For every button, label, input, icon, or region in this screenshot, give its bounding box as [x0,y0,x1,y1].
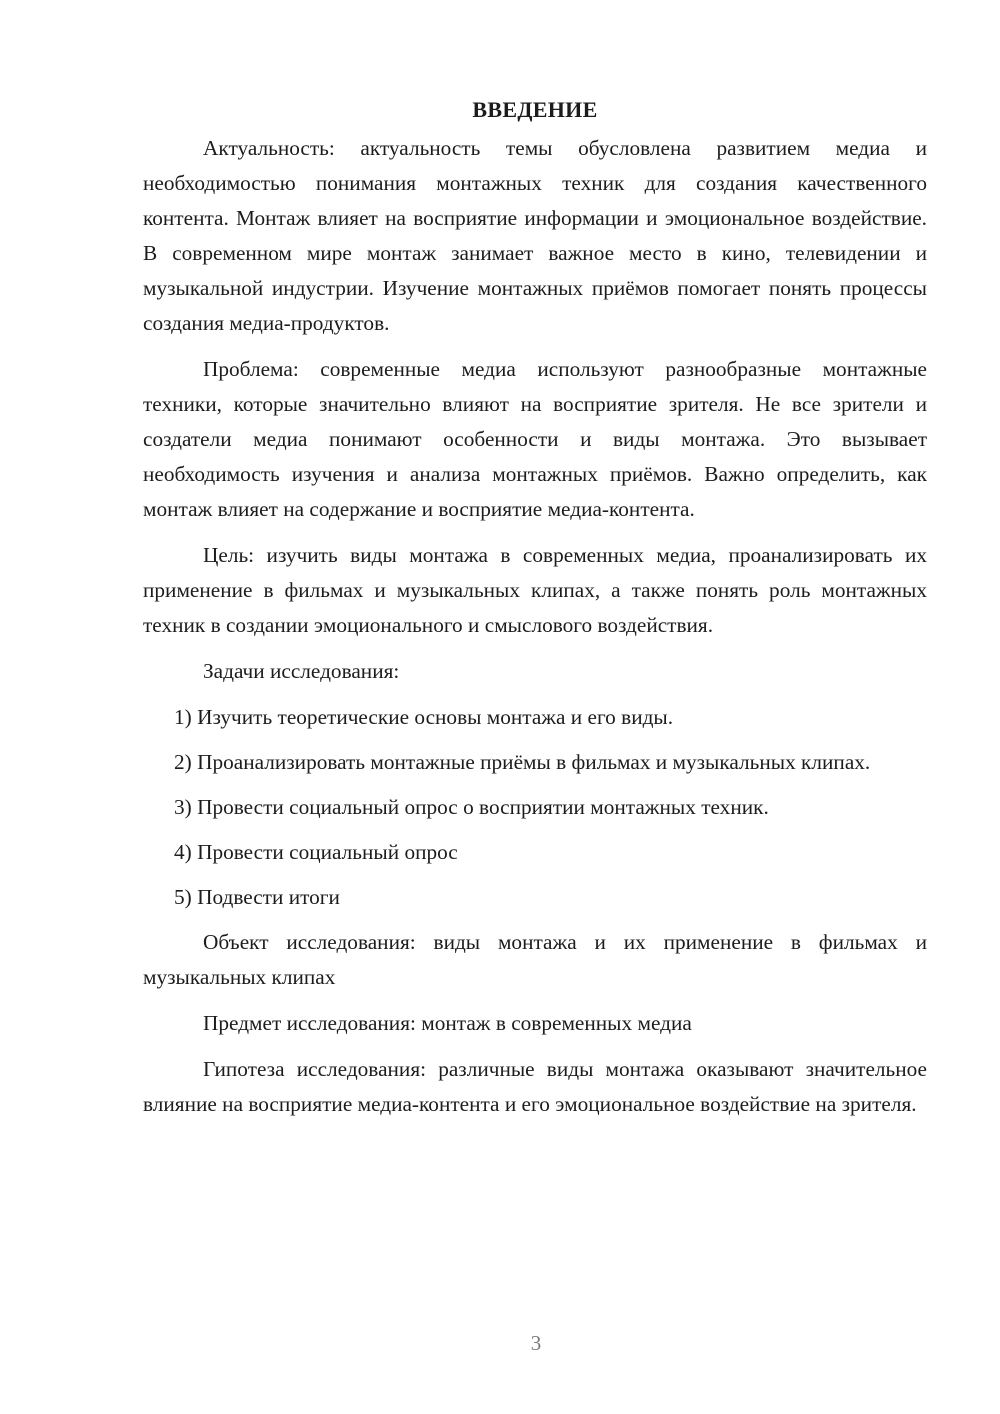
problem-paragraph: Проблема: современные медиа используют разнообразные монтажные техники, которые значительно влияют на восприятие зрителя. Не все зрители и создатели медиа понимают особенности и виды монтажа. Это вызывает необходимость изучения и анализа монтажных приёмов. Важно определить, как монтаж влияет на содержание и восприятие медиа-контента. [143,357,927,521]
goal-paragraph: Цель: изучить виды монтажа в современных медиа, проанализировать их применение в фильмах и музыкальных клипах, а также понять роль монтажных техник в создании эмоционального и смыслового воздействия. [143,543,927,637]
subject-paragraph: Предмет исследования: монтаж в современных медиа [203,1011,692,1035]
relevance-paragraph: Актуальность: актуальность темы обусловлена развитием медиа и необходимостью понимания монтажных техник для создания качественного контента. Монтаж влияет на восприятие информации и эмоциональное воздействие. В современном мире монтаж занимает важное место в кино, телевидении и музыкальной индустрии. Изучение монтажных приёмов помогает понять процессы создания медиа-продуктов. [143,136,927,335]
task-item: 1) Изучить теоретические основы монтажа и его виды. [174,705,674,729]
task-item: 4) Провести социальный опрос [174,840,458,864]
object-paragraph: Объект исследования: виды монтажа и их применение в фильмах и музыкальных клипах [143,930,927,989]
page-title: ВВЕДЕНИЕ [472,97,598,122]
task-item: 2) Проанализировать монтажные приёмы в фильмах и музыкальных клипах. [174,750,871,774]
hypothesis-paragraph: Гипотеза исследования: различные виды монтажа оказывают значительное влияние на восприятие медиа-контента и его эмоциональное воздействие на зрителя. [143,1057,927,1116]
task-item: 3) Провести социальный опрос о восприятии монтажных техник. [174,795,769,819]
document-page [143,92,927,1133]
task-item: 5) Подвести итоги [174,885,340,909]
page-number: 3 [530,1331,542,1355]
tasks-heading: Задачи исследования: [203,659,400,683]
